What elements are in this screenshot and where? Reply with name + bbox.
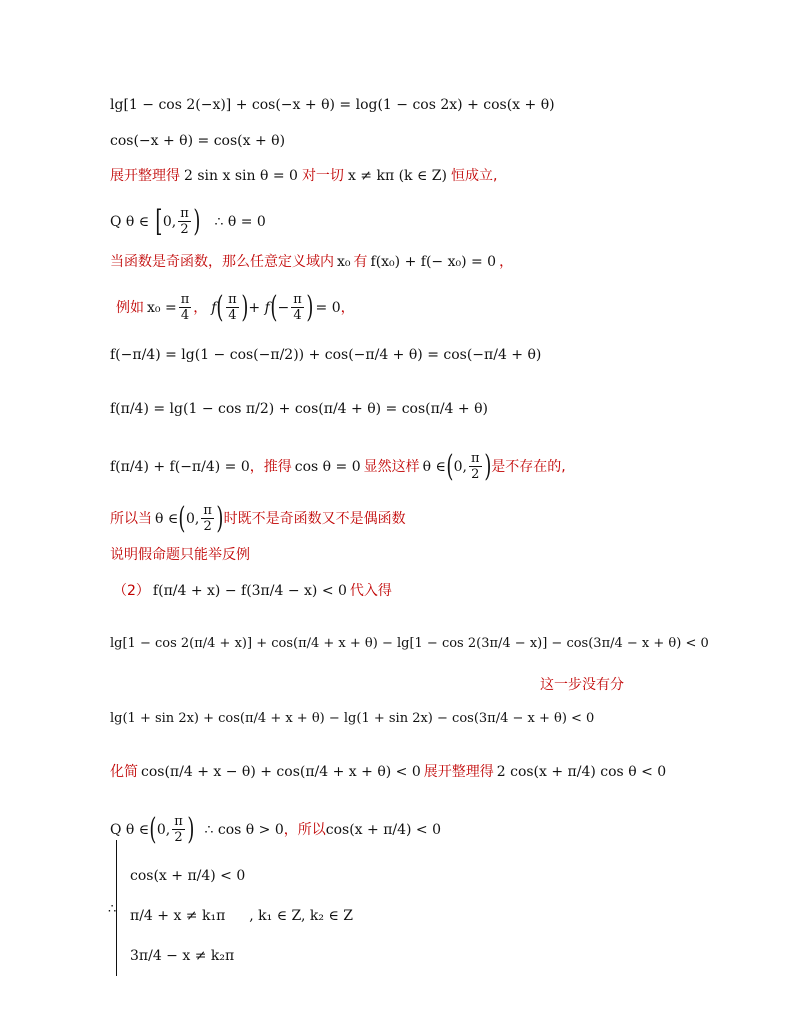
statement-line-5 bbox=[110, 252, 513, 272]
math-text: cos(π/4 + x − θ) + cos(π/4 + x + θ) < 0 bbox=[141, 764, 421, 780]
math-text: f(x₀) + f(− x₀) = 0 bbox=[370, 254, 497, 270]
red-text: 所以当 bbox=[110, 510, 152, 527]
red-text: 展开整理得 bbox=[110, 168, 180, 184]
equation-line-4: Q θ ∈ [ 0, $\frac{\pi}{2}$ ) ∴ θ = 0 bbox=[110, 203, 266, 239]
math-text: ∴ cos θ > 0 bbox=[204, 821, 284, 838]
math-text: x ≠ kπ (k ∈ Z) bbox=[347, 168, 447, 184]
equation-line-14 bbox=[110, 709, 594, 729]
math-text: θ ∈ bbox=[155, 510, 179, 527]
statement-line-10: 所以当 θ ∈ ( 0, $\frac{\pi}{2}$ ) 时既不是奇函数又不是偶函数 bbox=[110, 500, 406, 536]
system-row-1 bbox=[130, 868, 245, 884]
red-text: 显然这样 bbox=[363, 458, 420, 475]
fraction bbox=[179, 292, 192, 323]
math-text: x₀ bbox=[337, 254, 351, 270]
fraction bbox=[172, 814, 185, 845]
fraction bbox=[178, 206, 191, 237]
statement-line-15 bbox=[110, 762, 666, 782]
numerator: π bbox=[293, 292, 302, 307]
red-text: 说明假命题只能举反例 bbox=[110, 547, 250, 563]
numerator: π bbox=[180, 292, 190, 307]
red-text: 时既不是奇函数又不是偶函数 bbox=[223, 510, 406, 527]
math-text: = 0 bbox=[315, 299, 341, 316]
red-text: 当函数是奇函数，那么任意定义域内 bbox=[110, 254, 334, 270]
numerator: π bbox=[174, 814, 183, 829]
denominator: 2 bbox=[180, 222, 189, 237]
statement-line-6: 例如 x₀ = $\frac{\pi}{4}$ ， f ( $\frac{\pi}{4}$ ) + f ( − $\frac{\pi}{4}$ ) = 0 ， bbox=[116, 289, 355, 325]
system-row-3 bbox=[130, 948, 234, 964]
math-text: cos θ = 0 bbox=[294, 458, 361, 475]
math-text: 3π/4 − x ≠ k₂π bbox=[130, 948, 235, 964]
equation-text: lg[1 − cos 2(−x)] + cos(−x + θ) = log(1 − cos 2x) + cos(x + θ) bbox=[110, 97, 555, 113]
equation-line-7 bbox=[110, 345, 541, 365]
equation-line-1 bbox=[110, 95, 555, 115]
math-text: x₀ = bbox=[147, 299, 177, 316]
math-text: , k₁ ∈ Z, k₂ ∈ Z bbox=[249, 908, 354, 924]
equation-text: lg[1 − cos 2(π/4 + x)] + cos(π/4 + x + θ) − lg[1 − cos 2(3π/4 − x)] − cos(3π/4 − x + θ) < 0 bbox=[110, 636, 709, 651]
equation-text: lg(1 + sin 2x) + cos(π/4 + x + θ) − lg(1 + sin 2x) − cos(3π/4 − x + θ) < 0 bbox=[110, 711, 595, 726]
math-text: Q θ ∈ bbox=[110, 213, 150, 230]
math-text: cos(x + π/4) < 0 bbox=[325, 821, 442, 838]
fraction bbox=[469, 451, 482, 482]
numerator: π bbox=[180, 206, 189, 221]
math-text: ∴ θ = 0 bbox=[214, 213, 266, 230]
denominator: 2 bbox=[471, 467, 480, 482]
red-text: 是不存在的, bbox=[491, 458, 566, 475]
denominator: 4 bbox=[180, 308, 190, 323]
denominator: 2 bbox=[174, 830, 183, 845]
equation-line-2 bbox=[110, 131, 285, 151]
math-text: θ ∈ bbox=[422, 458, 446, 475]
fraction bbox=[201, 503, 214, 534]
equation-text: f(−π/4) = lg(1 − cos(−π/2)) + cos(−π/4 + θ) = cos(−π/4 + θ) bbox=[110, 347, 542, 363]
equation-line-13 bbox=[110, 634, 709, 654]
red-text: 化简 bbox=[110, 764, 138, 780]
equation-text: cos(−x + θ) = cos(x + θ) bbox=[110, 133, 286, 149]
denominator: 4 bbox=[293, 308, 302, 323]
math-text: 2 cos(x + π/4) cos θ < 0 bbox=[496, 764, 667, 780]
system-row-2 bbox=[130, 908, 353, 924]
therefore-symbol: ∴ bbox=[108, 902, 117, 917]
red-text: ， bbox=[193, 299, 208, 316]
red-text: 这一步没有分 bbox=[540, 677, 624, 693]
math-text: 0, bbox=[162, 213, 177, 230]
numerator: π bbox=[470, 451, 480, 466]
numerator: π bbox=[228, 292, 237, 307]
statement-line-16: Q θ ∈ ( 0, $\frac{\pi}{2}$ ) ∴ cos θ > 0 ，所以 cos(x + π/4) < 0 bbox=[110, 811, 442, 847]
denominator: 4 bbox=[228, 308, 237, 323]
math-text: 2 sin x sin θ = 0 bbox=[184, 168, 298, 184]
numerator: π bbox=[203, 503, 212, 518]
left-brace bbox=[116, 840, 127, 976]
red-text: ， bbox=[499, 254, 514, 270]
math-text: Q θ ∈ bbox=[110, 821, 150, 838]
red-text: ， bbox=[340, 299, 355, 316]
statement-line-3 bbox=[110, 166, 497, 186]
red-text: ，推得 bbox=[249, 458, 292, 475]
math-text: cos(x + π/4) < 0 bbox=[130, 868, 246, 884]
margin-note bbox=[540, 675, 624, 695]
red-text: （2） bbox=[113, 583, 150, 599]
math-text: π/4 + x ≠ k₁π bbox=[130, 908, 226, 924]
equation-text: f(π/4) = lg(1 − cos π/2) + cos(π/4 + θ) = cos(π/4 + θ) bbox=[110, 401, 488, 417]
red-text: 例如 bbox=[116, 299, 144, 316]
red-text: 代入得 bbox=[349, 583, 392, 599]
red-text: ，所以 bbox=[283, 821, 326, 838]
statement-line-9: f(π/4) + f(−π/4) = 0 ，推得 cos θ = 0 显然这样 θ ∈ ( 0, $\frac{\pi}{2}$ ) 是不存在的, bbox=[110, 448, 566, 484]
math-text: f(π/4) + f(−π/4) = 0 bbox=[110, 458, 250, 475]
red-text: 展开整理得 bbox=[423, 764, 494, 780]
math-text: f(π/4 + x) − f(3π/4 − x) < 0 bbox=[152, 583, 347, 599]
statement-line-11 bbox=[110, 545, 250, 565]
red-text: 恒成立, bbox=[451, 168, 498, 184]
fraction bbox=[226, 292, 239, 323]
statement-line-12 bbox=[113, 581, 392, 601]
fraction bbox=[291, 292, 304, 323]
red-text: 对一切 bbox=[301, 168, 344, 184]
red-text: 有 bbox=[353, 254, 368, 270]
equation-line-8 bbox=[110, 399, 488, 419]
denominator: 2 bbox=[203, 519, 212, 534]
